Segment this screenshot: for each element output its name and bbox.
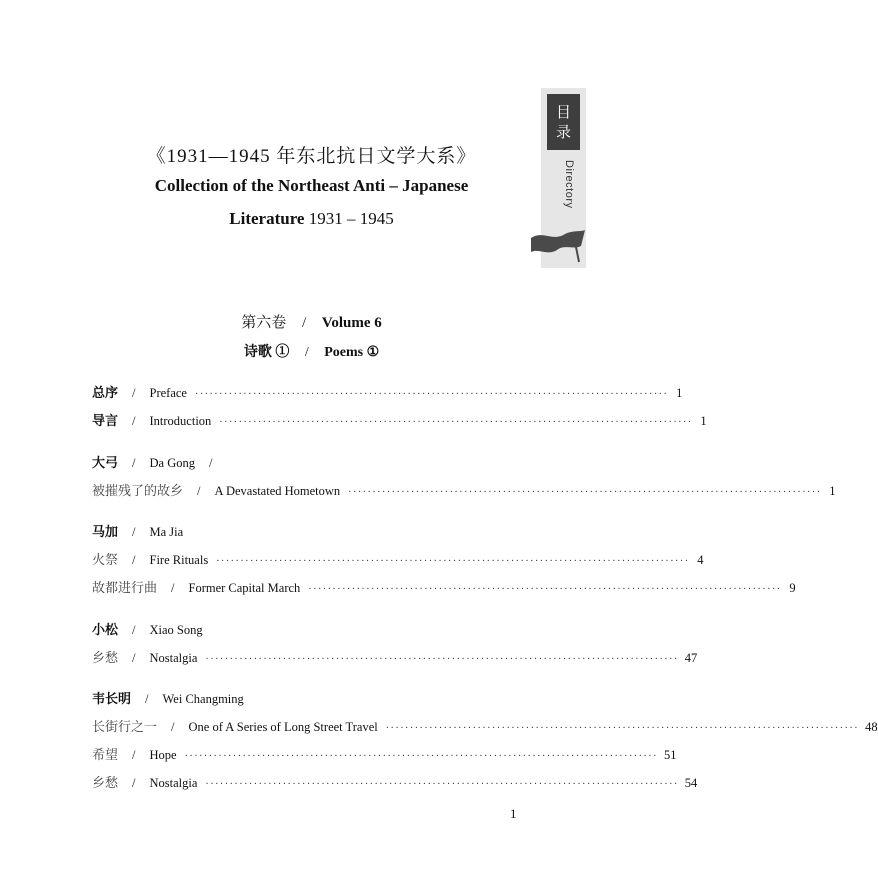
toc-author-cn: 大弓	[92, 455, 119, 470]
toc-title-cn: 乡愁	[92, 775, 119, 790]
toc-separator: /	[145, 692, 149, 706]
collection-title-english-line2	[0, 209, 623, 229]
flag-icon	[529, 224, 587, 264]
toc-page-number: 54	[684, 776, 698, 790]
toc-entry[interactable]	[92, 549, 704, 567]
toc-author-en: Xiao Song	[149, 623, 203, 637]
subvolume-heading	[0, 341, 623, 361]
toc-title-cn: 长街行之一	[92, 719, 158, 734]
toc-entry[interactable]	[92, 410, 707, 428]
toc-entry[interactable]	[92, 647, 698, 665]
toc-author-en: Introduction	[149, 414, 212, 428]
toc-separator: /	[132, 456, 136, 470]
collection-title-chinese: 《1931—1945 年东北抗日文学大系》	[146, 146, 477, 167]
toc-title-en: Nostalgia	[149, 651, 198, 665]
collection-title-english-line1: Collection of the Northeast Anti – Japanese	[154, 176, 469, 195]
toc-entry[interactable]	[92, 744, 677, 762]
toc-entry[interactable]	[92, 772, 698, 790]
toc-leader-dots: ··································································································	[385, 723, 860, 734]
volume-cn: 第六卷	[241, 315, 287, 331]
toc-title-en: Former Capital March	[188, 581, 301, 595]
toc-leader-dots: ··································································································	[184, 751, 658, 762]
toc-title-cn: 乡愁	[92, 650, 119, 665]
toc-page-number: 9	[789, 581, 796, 595]
toc-author-cn: 总序	[92, 385, 119, 400]
toc-title-en: One of A Series of Long Street Travel	[188, 720, 378, 734]
toc-title-cn: 火祭	[92, 552, 119, 567]
toc-leader-dots: ··································································································	[194, 389, 669, 400]
toc-leader-dots: ··································································································	[219, 417, 693, 428]
title-years: 1931 – 1945	[308, 209, 394, 228]
tab-char-top: 目	[555, 103, 571, 121]
volume-heading	[0, 311, 623, 332]
toc-separator: /	[132, 651, 136, 665]
toc-leader-dots: ··································································································	[216, 556, 690, 567]
toc-leader-dots: ··································································································	[348, 487, 822, 498]
toc-page-number: 4	[697, 553, 704, 567]
toc-page-number: 1	[676, 386, 683, 400]
toc-author-en: Wei Changming	[162, 692, 244, 706]
toc-entry[interactable]	[92, 716, 878, 734]
toc-title-en: A Devastated Hometown	[214, 484, 341, 498]
toc-page-number: 1	[829, 484, 836, 498]
toc-page-number: 1	[700, 414, 707, 428]
toc-entry[interactable]	[92, 480, 836, 498]
toc-separator: /	[132, 414, 136, 428]
toc-entry[interactable]	[92, 688, 528, 706]
toc-author-en: Preface	[149, 386, 187, 400]
toc-page-number: 48	[865, 720, 878, 734]
subvolume-cn: 诗歌 ①	[243, 345, 290, 360]
toc-leader-dots: ··································································································	[205, 654, 679, 665]
toc-separator: /	[132, 525, 136, 539]
toc-entry[interactable]	[92, 382, 683, 400]
subvolume-en: Poems ①	[324, 345, 380, 360]
page-number: 1	[510, 806, 517, 821]
toc-title-en: Fire Rituals	[149, 553, 209, 567]
toc-trailing-separator: /	[208, 456, 213, 470]
toc-separator: /	[132, 553, 136, 567]
subvolume-separator: /	[304, 345, 309, 360]
toc-separator: /	[132, 776, 136, 790]
directory-tab-english: Directory	[563, 160, 575, 209]
toc-title-cn: 故都进行曲	[92, 580, 158, 595]
toc-title-en: Hope	[149, 748, 177, 762]
toc-author-cn: 韦长明	[92, 691, 132, 706]
toc-entry[interactable]	[92, 452, 528, 470]
volume-en: Volume 6	[321, 315, 382, 331]
toc-title-cn: 被摧残了的故乡	[92, 483, 184, 498]
toc-entry[interactable]	[92, 577, 796, 595]
toc-author-en: Da Gong	[149, 456, 195, 470]
toc-separator: /	[132, 386, 136, 400]
toc-separator: /	[171, 720, 175, 734]
toc-author-cn: 导言	[92, 413, 119, 428]
toc-entry[interactable]	[92, 521, 528, 539]
title-word-literature: Literature	[229, 209, 305, 228]
toc-leader-dots: ··································································································	[308, 584, 782, 595]
tab-char-bottom: 录	[555, 123, 571, 141]
toc-title-cn: 希望	[92, 747, 119, 762]
toc-entry[interactable]	[92, 619, 528, 637]
toc-separator: /	[171, 581, 175, 595]
toc-leader-dots: ··································································································	[205, 779, 679, 790]
toc-title-en: Nostalgia	[149, 776, 198, 790]
volume-separator: /	[301, 315, 307, 331]
toc-author-cn: 小松	[92, 622, 119, 637]
toc-separator: /	[197, 484, 201, 498]
toc-page-number: 47	[684, 651, 698, 665]
toc-separator: /	[132, 623, 136, 637]
toc-separator: /	[132, 748, 136, 762]
toc-author-cn: 马加	[92, 524, 119, 539]
toc-author-en: Ma Jia	[149, 525, 184, 539]
toc-page-number: 51	[663, 748, 677, 762]
